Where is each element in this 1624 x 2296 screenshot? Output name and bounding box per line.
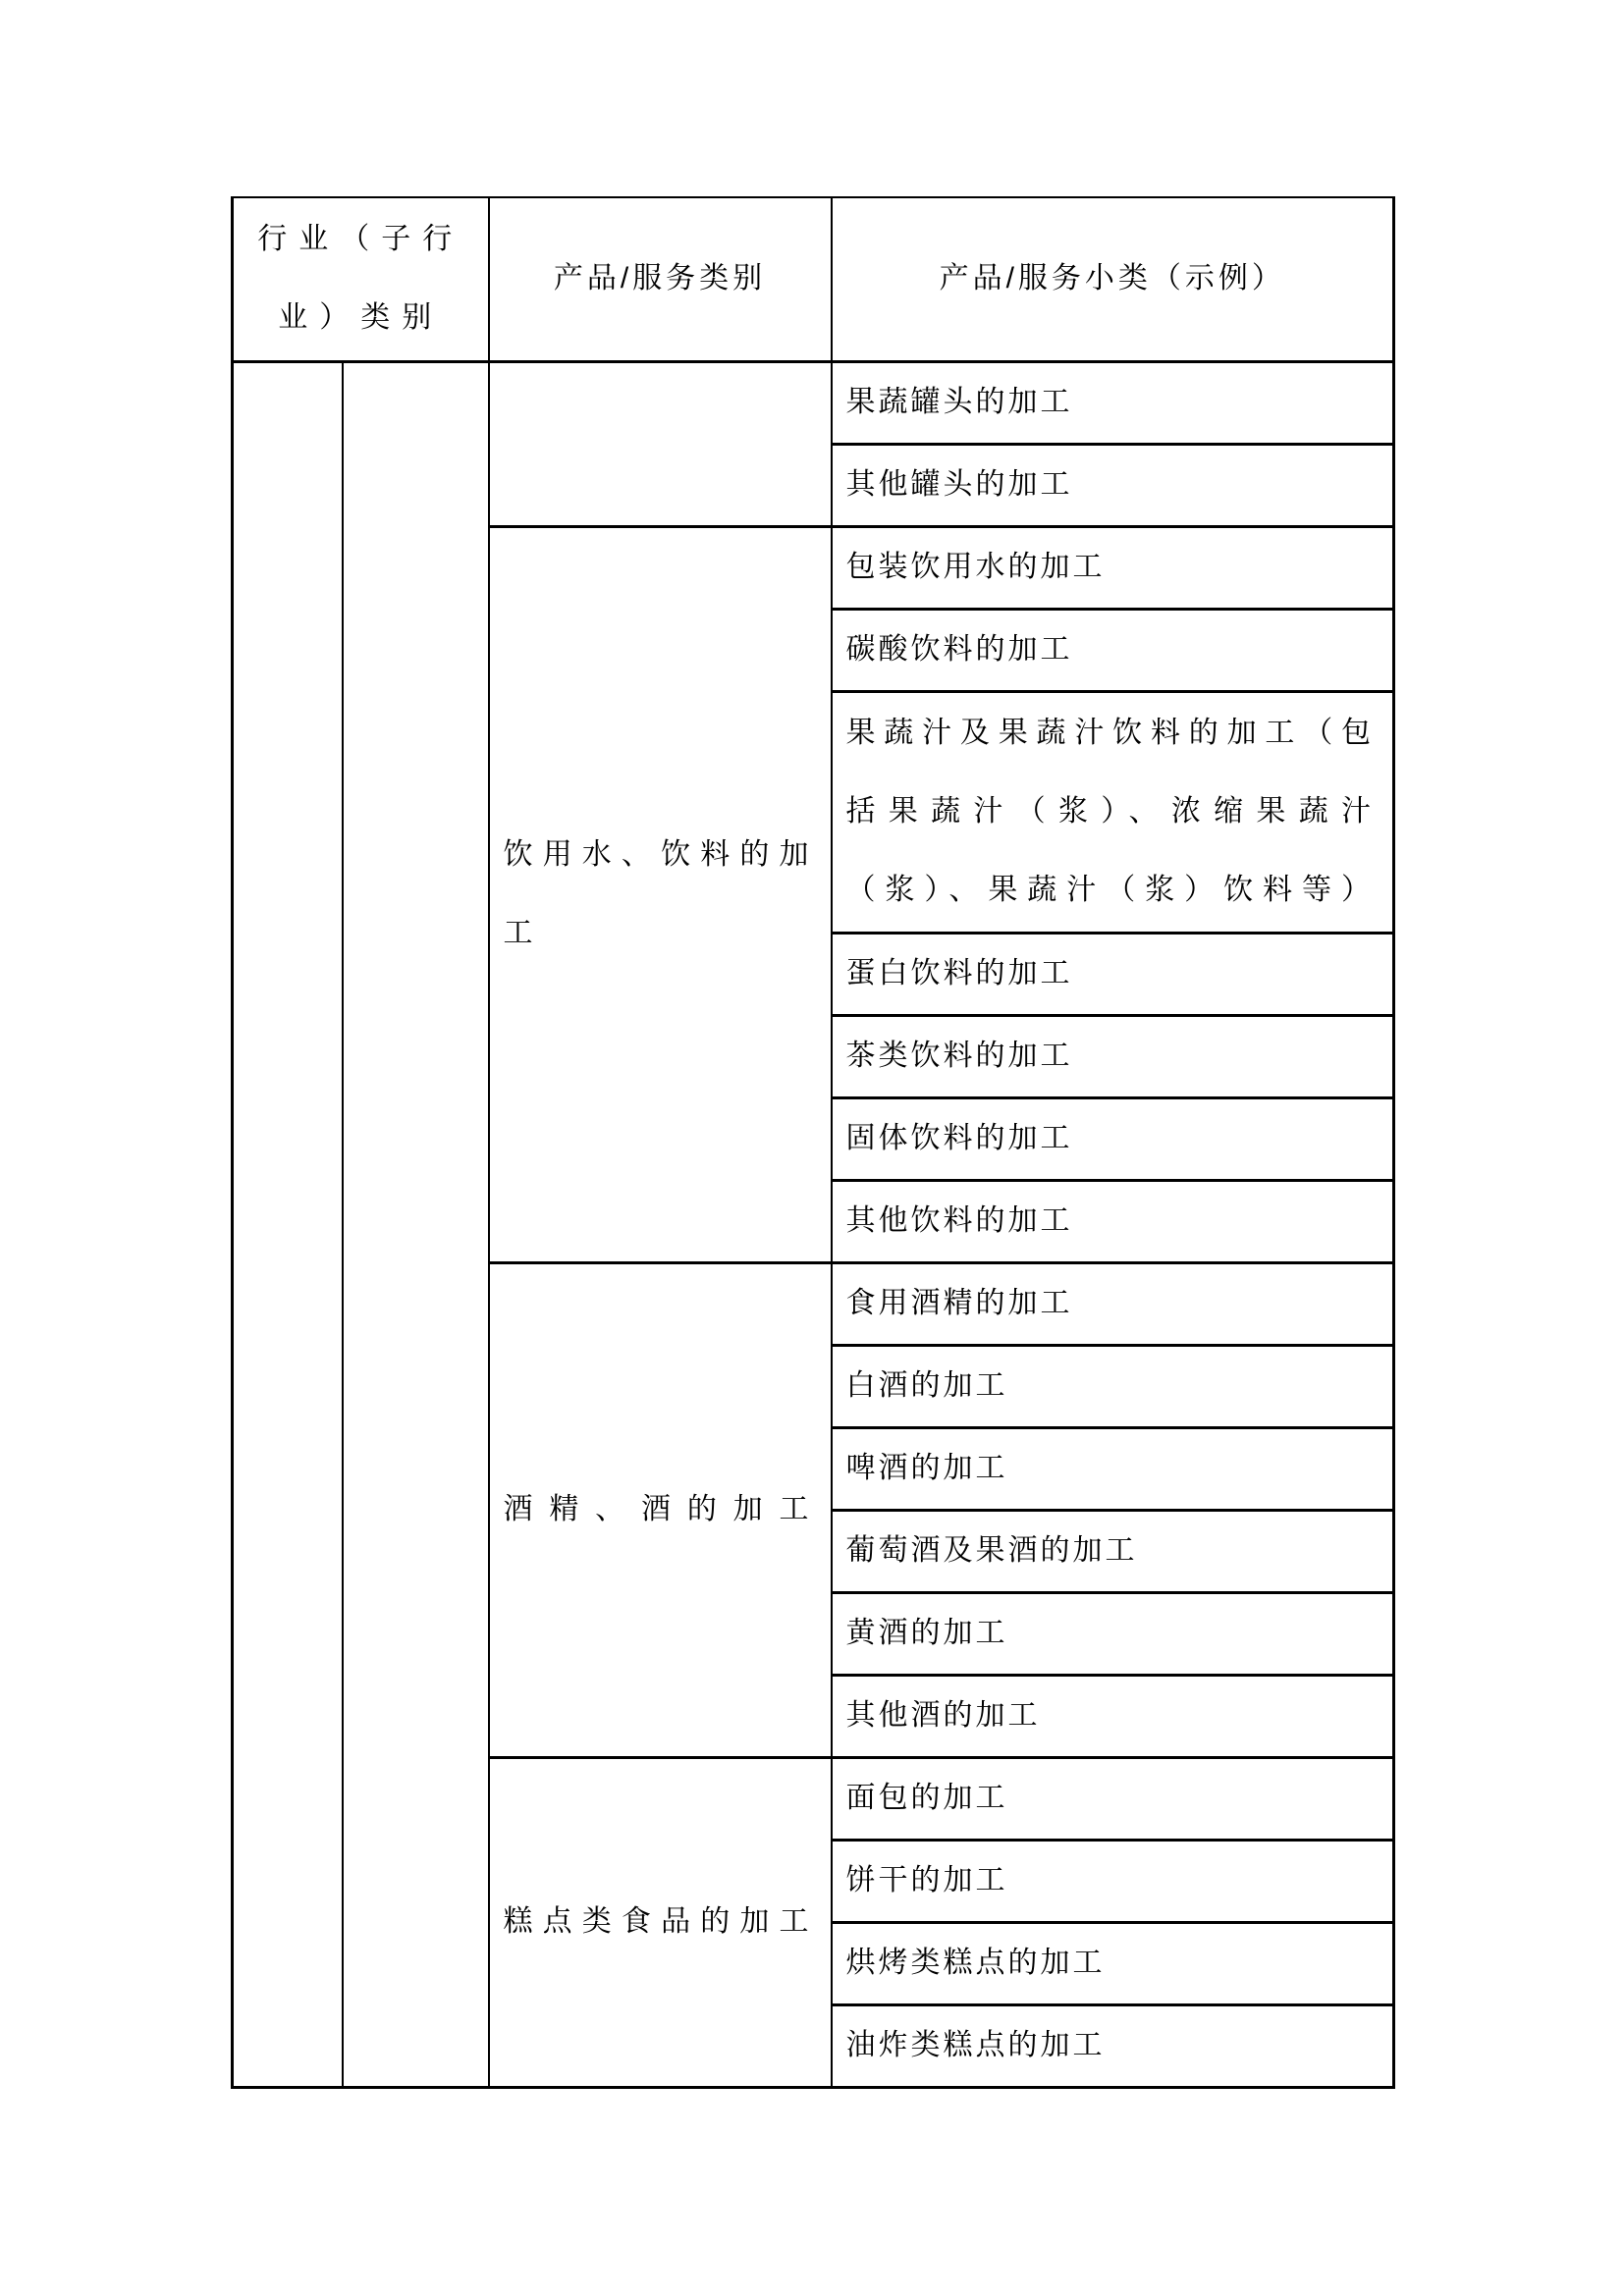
- subcategory-cell: 蛋白饮料的加工: [832, 933, 1394, 1015]
- subcategory-cell: 茶类饮料的加工: [832, 1015, 1394, 1097]
- subindustry-column-cell: [343, 361, 489, 2087]
- subcategory-cell: 葡萄酒及果酒的加工: [832, 1510, 1394, 1592]
- subcategory-cell: 果蔬罐头的加工: [832, 361, 1394, 444]
- category-cell-alcohol: 酒精、酒的加工: [489, 1262, 832, 1757]
- subcategory-cell: 面包的加工: [832, 1757, 1394, 1840]
- subcategory-cell: 其他罐头的加工: [832, 444, 1394, 526]
- subcategory-cell: 油炸类糕点的加工: [832, 2004, 1394, 2087]
- category-cell-canned-continued: [489, 361, 832, 526]
- subcategory-cell: 包装饮用水的加工: [832, 526, 1394, 609]
- subcategory-cell: 其他酒的加工: [832, 1675, 1394, 1757]
- table-row: [233, 361, 1394, 444]
- category-cell-pastry: 糕点类食品的加工: [489, 1757, 832, 2087]
- industry-products-table: [231, 196, 1395, 2089]
- subcategory-cell: 黄酒的加工: [832, 1592, 1394, 1675]
- header-cell-product-subcategory: 产品/服务小类（示例）: [832, 197, 1394, 361]
- subcategory-cell: 食用酒精的加工: [832, 1262, 1394, 1345]
- subcategory-cell: 果蔬汁及果蔬汁饮料的加工（包括果蔬汁（浆）、浓缩果蔬汁（浆）、果蔬汁（浆）饮料等）: [832, 691, 1394, 933]
- header-cell-product-category: 产品/服务类别: [489, 197, 832, 361]
- subcategory-cell: 啤酒的加工: [832, 1427, 1394, 1510]
- subcategory-cell: 碳酸饮料的加工: [832, 609, 1394, 691]
- subcategory-cell: 饼干的加工: [832, 1840, 1394, 1922]
- subcategory-cell: 固体饮料的加工: [832, 1097, 1394, 1180]
- subcategory-cell: 烘烤类糕点的加工: [832, 1922, 1394, 2004]
- industry-column-cell: [233, 361, 343, 2087]
- header-cell-industry-category: 行业（子行业）类别: [233, 197, 489, 361]
- category-cell-beverages: 饮用水、饮料的加工: [489, 526, 832, 1262]
- subcategory-cell: 其他饮料的加工: [832, 1180, 1394, 1262]
- subcategory-cell: 白酒的加工: [832, 1345, 1394, 1427]
- table-header-row: [233, 197, 1394, 361]
